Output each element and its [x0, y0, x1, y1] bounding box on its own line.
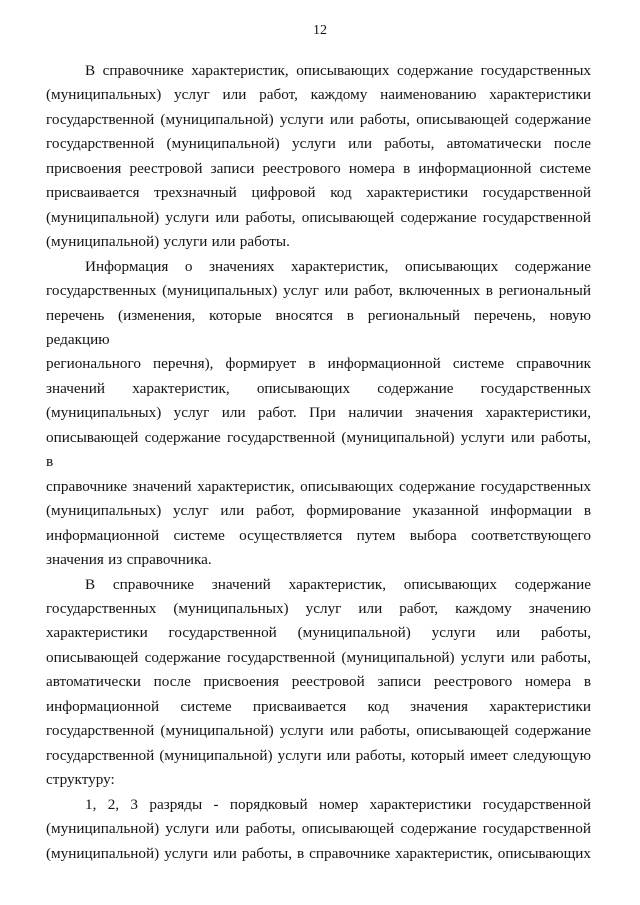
- text-line: В справочнике характеристик, описывающих содержание государственных: [85, 62, 591, 79]
- text-line: государственной (муниципальной) услуги или работы, описывающей содержание: [46, 110, 591, 128]
- text-line: характеристики государственной (муниципальной) услуги или работы,: [46, 624, 591, 642]
- text-line: присваивается трехзначный цифровой код характеристики государственной: [46, 184, 591, 202]
- text-line: Информация о значениях характеристик, описывающих содержание: [85, 257, 591, 275]
- text-line: (муниципальных) услуг или работ. При наличии значения характеристики,: [46, 404, 591, 422]
- text-line: значения из справочника.: [46, 551, 212, 569]
- text-line: (муниципальных) услуг или работ, формирование указанной информации в: [46, 502, 591, 520]
- text-line: значений характеристик, описывающих содержание государственных: [46, 379, 591, 397]
- text-line: справочнике значений характеристик, описывающих содержание государственных: [46, 477, 591, 495]
- text-line: В справочнике значений характеристик, описывающих содержание: [85, 575, 591, 593]
- text-line: регионального перечня), формирует в информационной системе справочник: [46, 355, 591, 373]
- page-number: 12: [313, 23, 327, 38]
- text-line: государственных (муниципальных) услуг или работ, включенных в региональный: [46, 282, 591, 300]
- text-line: информационной системе осуществляется путем выбора соответствующего: [46, 526, 591, 544]
- document-body: [46, 59, 591, 866]
- paragraph: [46, 255, 591, 573]
- text-line: (муниципальной) услуги или работы.: [46, 233, 290, 251]
- text-line: (муниципальной) услуги или работы, в справочнике характеристик, описывающих: [46, 844, 591, 862]
- text-line: государственных (муниципальных) услуг или работ, каждому значению: [46, 599, 591, 617]
- text-line: 1, 2, 3 разряды - порядковый номер характеристики государственной: [85, 795, 591, 813]
- text-line: (муниципальных) услуг или работ, каждому наименованию характеристики: [46, 86, 591, 104]
- paragraph: [46, 793, 591, 866]
- text-line: государственной (муниципальной) услуги или работы, описывающей содержание: [46, 722, 591, 740]
- text-line: присвоения реестровой записи реестрового номера в информационной системе: [46, 159, 591, 177]
- paragraph: [46, 573, 591, 793]
- text-line: описывающей содержание государственной (муниципальной) услуги или работы, в: [46, 428, 591, 471]
- text-line: государственной (муниципальной) услуги или работы, автоматически после: [46, 135, 591, 153]
- text-line: (муниципальной) услуги или работы, описывающей содержание государственной: [46, 820, 591, 838]
- paragraph: [46, 59, 591, 255]
- text-line: государственной (муниципальной) услуги или работы, который имеет следующую: [46, 746, 591, 764]
- text-line: описывающей содержание государственной (муниципальной) услуги или работы,: [46, 648, 591, 666]
- text-line: информационной системе присваивается код значения характеристики: [46, 697, 591, 715]
- text-line: перечень (изменения, которые вносятся в региональный перечень, новую редакцию: [46, 306, 591, 348]
- text-line: (муниципальной) услуги или работы, описывающей содержание государственной: [46, 208, 591, 226]
- text-line: структуру:: [46, 771, 115, 789]
- text-line: автоматически после присвоения реестровой записи реестрового номера в: [46, 673, 591, 691]
